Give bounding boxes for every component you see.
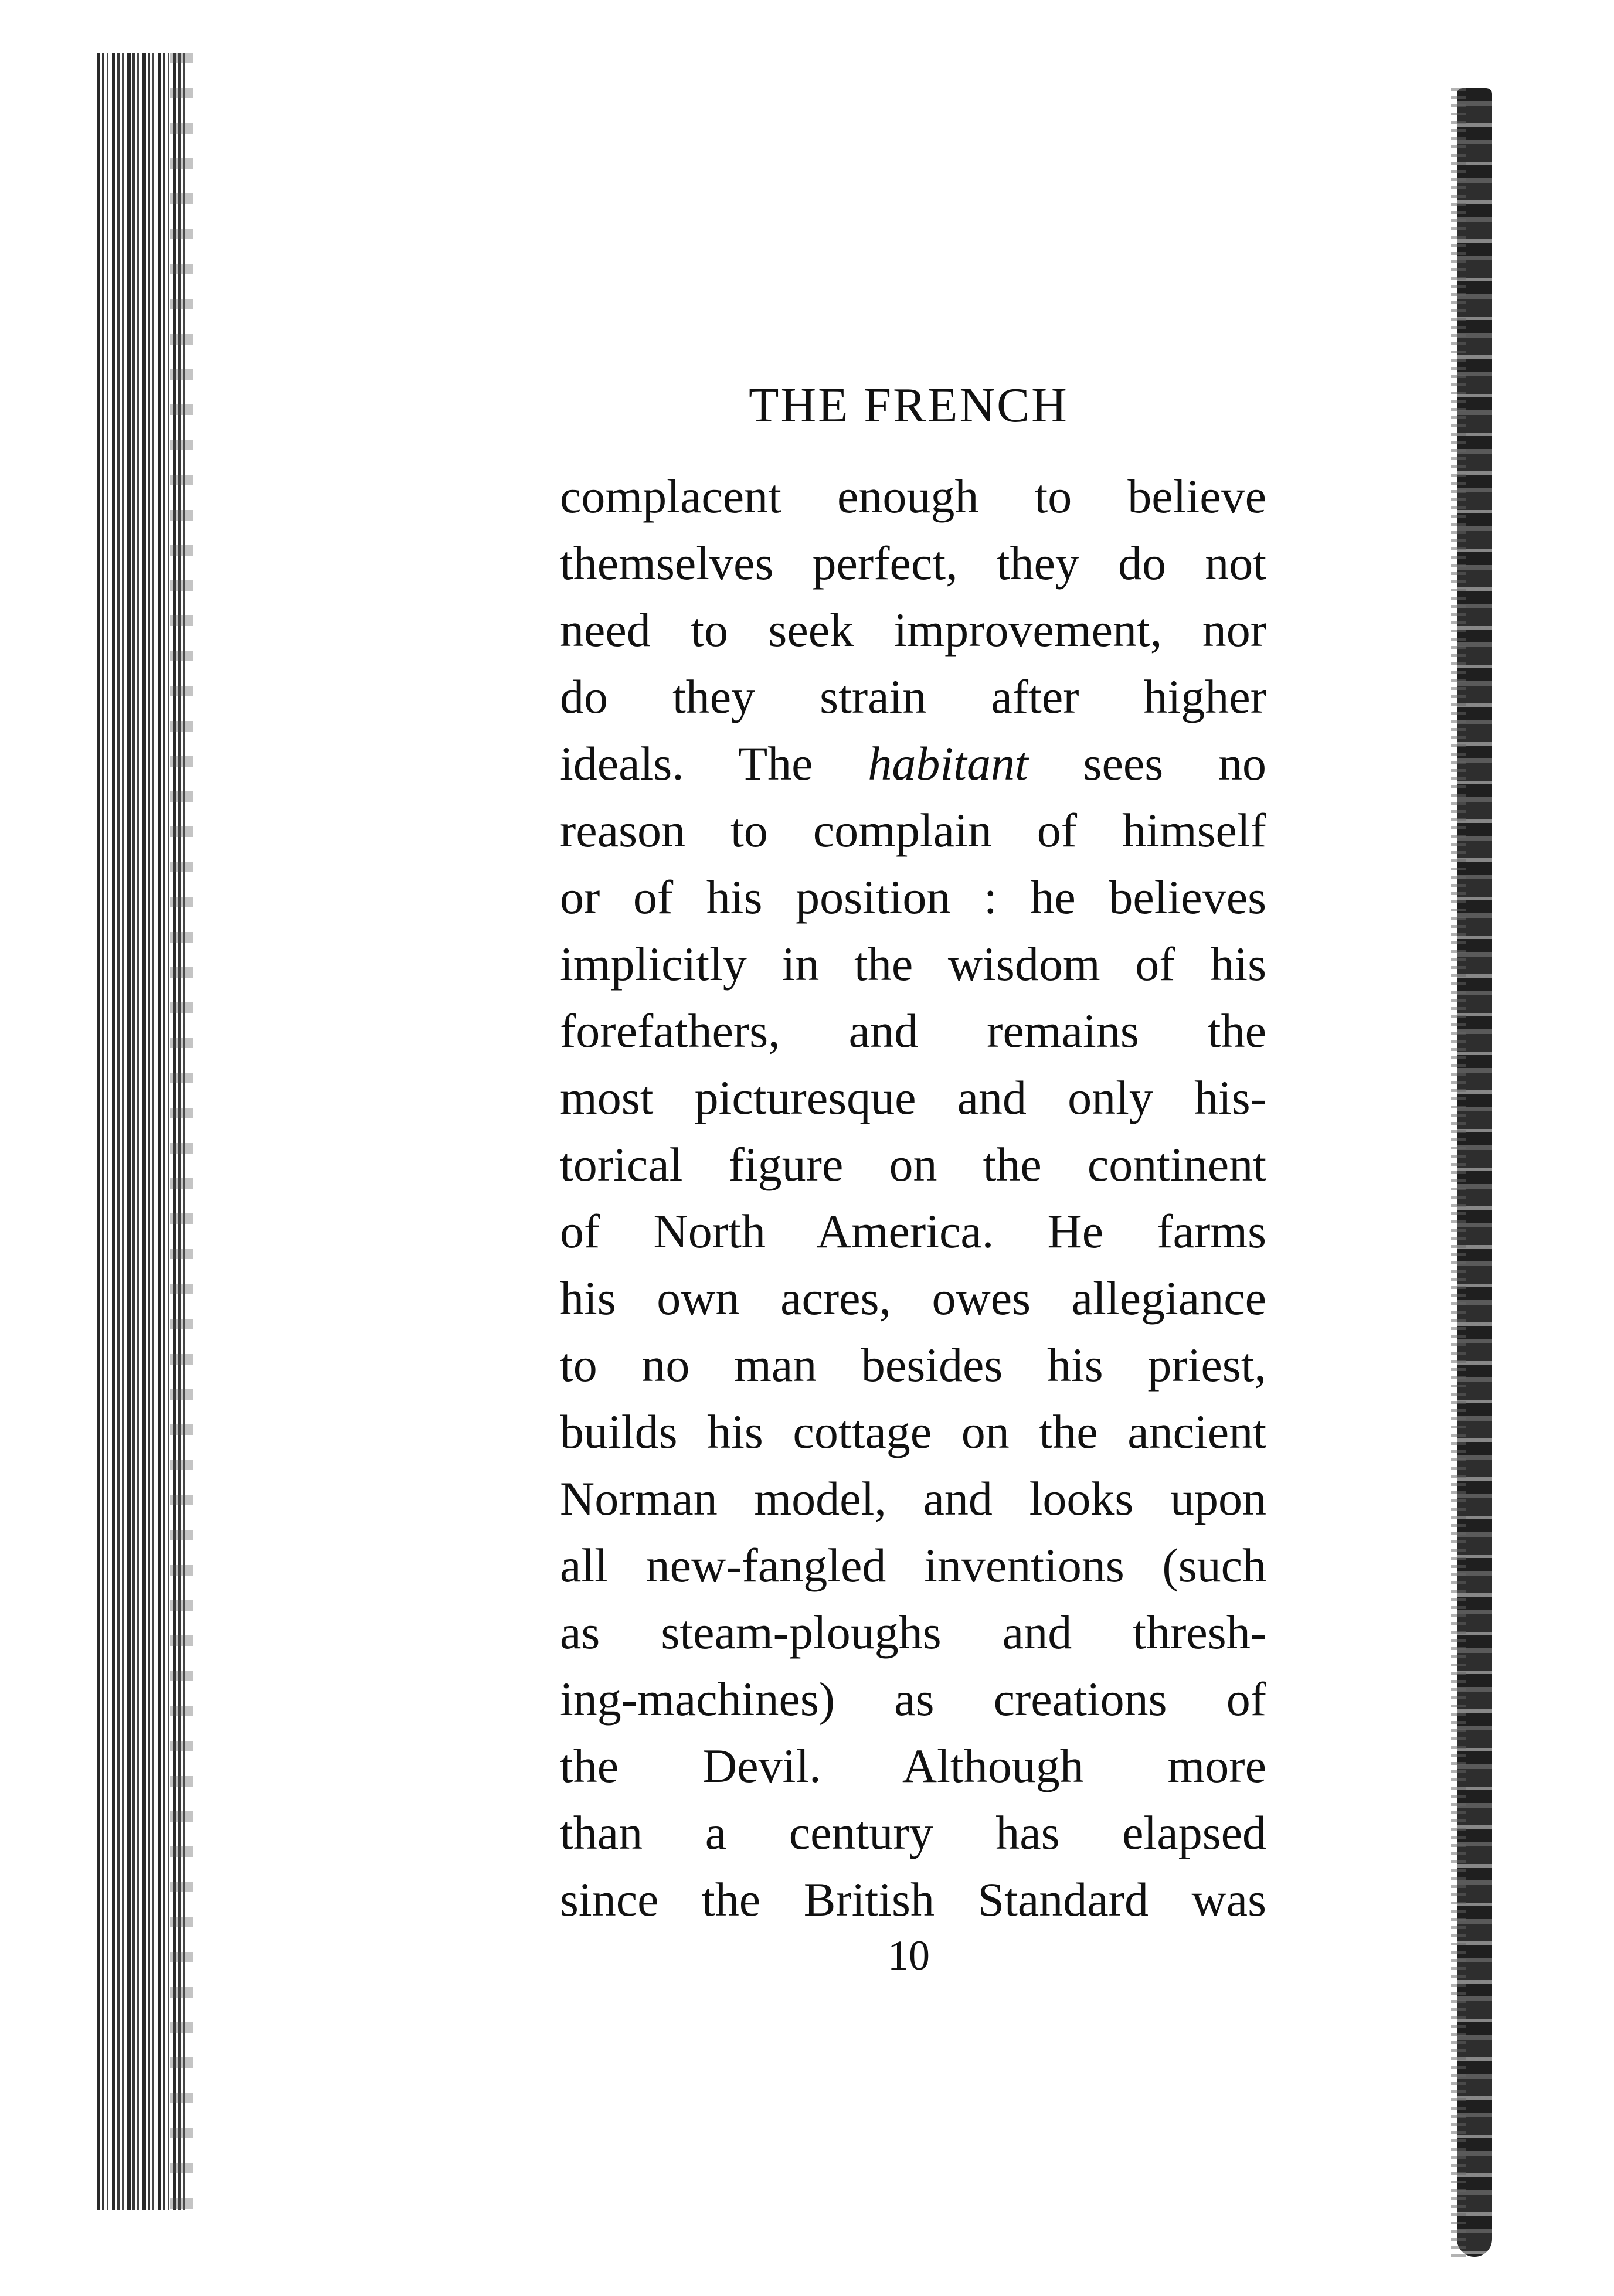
- text-line: most picturesque and only his-: [560, 1071, 1266, 1124]
- text-line: ing-machines) as creations of: [560, 1672, 1266, 1726]
- left-binding-shadow: [170, 53, 193, 2210]
- text-line: or of his position : he believes: [560, 870, 1266, 924]
- right-page-edge-texture: [1451, 88, 1466, 2257]
- text-segment: ideals. The: [560, 737, 868, 790]
- text-line: implicitly in the wisdom of his: [560, 937, 1266, 991]
- text-line: as steam-ploughs and thresh-: [560, 1606, 1266, 1659]
- text-segment: sees no: [1028, 737, 1266, 790]
- text-line: reason to complain of himself: [560, 804, 1266, 857]
- running-head: THE FRENCH: [749, 378, 1069, 433]
- text-line: forefathers, and remains the: [560, 1004, 1266, 1057]
- page-number: 10: [888, 1932, 930, 1979]
- text-line: since the British Standard was: [560, 1873, 1266, 1926]
- text-line: his own acres, owes allegiance: [560, 1271, 1266, 1325]
- text-line: of North America. He farms: [560, 1205, 1266, 1258]
- text-line: themselves perfect, they do not: [560, 536, 1266, 590]
- text-line: do they strain after higher: [560, 670, 1266, 723]
- text-line: builds his cottage on the ancient: [560, 1405, 1266, 1458]
- text-line: Norman model, and looks upon: [560, 1472, 1266, 1525]
- text-line: the Devil. Although more: [560, 1739, 1266, 1792]
- text-line: complacent enough to believe: [560, 470, 1266, 523]
- italic-term: habitant: [868, 737, 1028, 790]
- text-line: need to seek improvement, nor: [560, 603, 1266, 657]
- text-line: to no man besides his priest,: [560, 1338, 1266, 1392]
- text-line: than a century has elapsed: [560, 1806, 1266, 1859]
- body-text: [560, 463, 1266, 1933]
- text-line: [560, 730, 1266, 797]
- text-line: torical figure on the continent: [560, 1138, 1266, 1191]
- text-line: all new-fangled inventions (such: [560, 1539, 1266, 1592]
